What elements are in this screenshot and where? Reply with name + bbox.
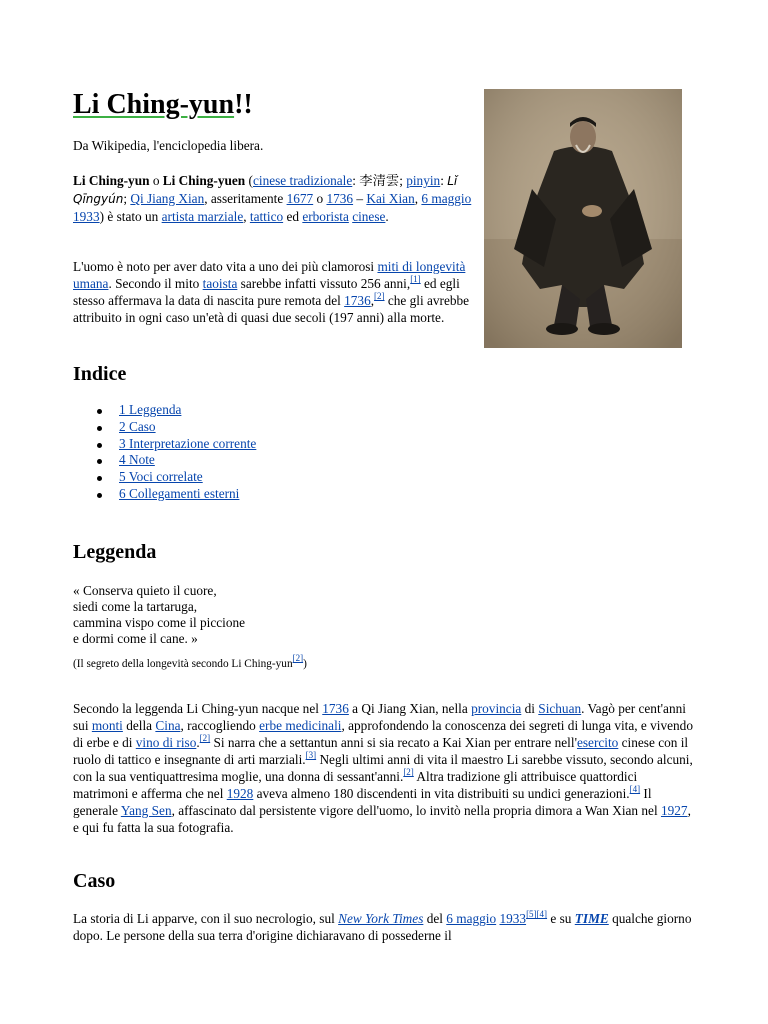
text: : 李清雲; <box>352 173 407 188</box>
text: e su <box>547 911 575 926</box>
text: che gli avrebbe attribuito in ogni caso un'età di quasi due secoli (197 anni) alla morte. <box>73 293 470 325</box>
link-pinyin[interactable]: pinyin <box>406 173 441 188</box>
toc-heading: Indice <box>73 363 127 385</box>
link-vino-di-riso[interactable]: vino di riso <box>135 735 197 750</box>
text: ) è stato un <box>99 209 162 224</box>
text: (Il segreto della longevità secondo Li Ching-yun <box>73 658 293 670</box>
link-provincia[interactable]: provincia <box>471 701 522 716</box>
link-6-maggio-b[interactable]: 6 maggio <box>446 911 497 926</box>
link-miti-longevita[interactable]: miti di longevità umana <box>73 259 466 291</box>
text: . Secondo il mito <box>108 276 203 291</box>
text: ( <box>245 173 253 188</box>
text: , <box>414 191 422 206</box>
ref-2-legend-a[interactable]: [2] <box>199 733 211 743</box>
text: o <box>313 191 327 206</box>
toc-item <box>95 402 256 419</box>
article-subtitle: Da Wikipedia, l'enciclopedia libera. <box>73 138 264 153</box>
link-tattico[interactable]: tattico <box>249 209 284 224</box>
toc-item <box>95 486 256 503</box>
link-new-york-times[interactable]: New York Times <box>338 911 424 926</box>
legend-paragraph <box>73 700 695 836</box>
quote-line: cammina vispo come il piccione <box>73 615 246 630</box>
text: , approfondendo la conoscenza dei segreti di lunga vita, e vivendo di erbe e di <box>73 718 693 750</box>
portrait-photo <box>484 89 682 348</box>
toc-link-voci-correlate[interactable]: 5 Voci correlate <box>119 469 203 485</box>
ref-4[interactable]: [4] <box>629 784 641 794</box>
text: , e qui fu fatta la sua fotografia. <box>73 803 691 835</box>
link-esercito[interactable]: esercito <box>576 735 619 750</box>
link-1933[interactable]: 1933 <box>73 209 100 224</box>
text: : <box>440 173 448 188</box>
text: Il generale <box>73 786 652 818</box>
ref-1[interactable]: [1] <box>410 274 421 284</box>
link-sichuan[interactable]: Sichuan <box>538 701 582 716</box>
quote-line: e dormi come il cane. » <box>73 631 198 646</box>
link-artista-marziale[interactable]: artista marziale <box>161 209 244 224</box>
link-cina[interactable]: Cina <box>155 718 181 733</box>
pinyin-name: Lǐ Qīngyún <box>73 174 458 206</box>
myth-paragraph <box>73 258 473 326</box>
text: qualche giorno dopo. Le persone della sua terra d'origine dichiaravano di possederne il <box>73 911 692 943</box>
text: del <box>423 911 447 926</box>
toc-link-caso[interactable]: 2 Caso <box>119 418 156 434</box>
link-1736[interactable]: 1736 <box>326 191 354 206</box>
link-cinese[interactable]: cinese <box>352 209 386 224</box>
link-1677[interactable]: 1677 <box>286 191 314 206</box>
text: ed egli stesso affermava la data di nascita pure remota del <box>73 276 460 308</box>
link-time[interactable]: TIME <box>574 911 609 926</box>
text: , asseritamente <box>204 191 287 206</box>
section-heading-leggenda: Leggenda <box>73 541 157 563</box>
link-1927[interactable]: 1927 <box>660 803 688 818</box>
ref-2-caption[interactable]: [2] <box>292 653 304 663</box>
quote-line: « Conserva quieto il cuore, <box>73 583 217 598</box>
toc-link-note[interactable]: 4 Note <box>119 452 155 468</box>
link-6-maggio[interactable]: 6 maggio <box>421 191 472 206</box>
ref-2[interactable]: [2] <box>374 291 385 301</box>
caso-paragraph <box>73 910 695 944</box>
toc-link-interpretazione[interactable]: 3 Interpretazione corrente <box>119 435 257 451</box>
text: della <box>122 718 156 733</box>
link-taoista[interactable]: taoista <box>202 276 238 291</box>
text: . <box>385 209 389 224</box>
text: aveva almeno 180 discendenti in vita distribuiti su undici generazioni. <box>253 786 630 801</box>
link-1736-b[interactable]: 1736 <box>344 293 371 308</box>
text: . Vagò per cent'anni sui <box>73 701 686 733</box>
link-1928[interactable]: 1928 <box>226 786 254 801</box>
toc-link-leggenda[interactable]: 1 Leggenda <box>119 402 182 417</box>
text: ed <box>283 209 303 224</box>
toc-item <box>95 469 256 486</box>
text: Secondo la leggenda Li Ching-yun nacque nel <box>73 701 323 716</box>
section-heading-caso: Caso <box>73 870 116 892</box>
table-of-contents <box>95 402 256 503</box>
text: . <box>196 735 200 750</box>
link-kai-xian[interactable]: Kai Xian <box>366 191 415 206</box>
text: Altra tradizione gli attribuisce quattordici matrimoni e afferma che nel <box>73 769 638 801</box>
text: a Qi Jiang Xian, nella <box>348 701 472 716</box>
link-erborista[interactable]: erborista <box>302 209 349 224</box>
quote-caption <box>73 653 307 671</box>
longevity-quote <box>73 583 245 647</box>
link-yang-sen[interactable]: Yang Sen <box>120 803 172 818</box>
text: cinese con il ruolo di tattico e insegnante di arti marziali. <box>73 735 689 767</box>
text: ) <box>303 658 307 670</box>
link-monti[interactable]: monti <box>91 718 123 733</box>
text: , affascinato dal persistente vigore dell'uomo, lo invitò nella propria dimora a Wan Xian nel <box>171 803 661 818</box>
text: – <box>353 191 367 206</box>
text: sarebbe infatti vissuto 256 anni, <box>237 276 411 291</box>
quote-line: siedi come la tartaruga, <box>73 599 198 614</box>
ref-5-4[interactable]: [5][4] <box>526 909 548 919</box>
text: di <box>521 701 539 716</box>
ref-2-legend-b[interactable]: [2] <box>403 767 414 777</box>
toc-item <box>95 419 256 436</box>
text: , raccogliendo <box>180 718 260 733</box>
alt-name-bold: Li Ching-yuen <box>162 173 246 188</box>
title-suffix: !! <box>234 89 253 120</box>
ref-3[interactable]: [3] <box>305 750 317 760</box>
text: Negli ultimi anni di vita il maestro Li sarebbe vissuto, secondo alcuni, con la sua ventiquattresima moglie, una donna di sessant'anni. <box>73 752 693 784</box>
text: L'uomo è noto per aver dato vita a uno dei più clamorosi <box>73 259 378 274</box>
text: , <box>243 209 250 224</box>
text: , <box>370 293 375 308</box>
link-1736-c[interactable]: 1736 <box>322 701 349 716</box>
link-qi-jiang-xian[interactable]: Qi Jiang Xian <box>130 191 205 206</box>
toc-item <box>95 452 256 469</box>
text: La storia di Li apparve, con il suo necrologio, sul <box>73 911 339 926</box>
text: ; <box>123 191 131 206</box>
text: Si narra che a settantun anni si sia recato a Kai Xian per entrare nell' <box>210 735 577 750</box>
text: o <box>149 173 163 188</box>
page-title <box>73 88 253 122</box>
intro-paragraph <box>73 172 473 225</box>
name-bold: Li Ching-yun <box>73 173 150 188</box>
link-cinese-tradizionale[interactable]: cinese tradizionale <box>252 173 353 188</box>
link-1933-b[interactable]: 1933 <box>499 911 527 926</box>
title-name: Li Ching-yun <box>73 89 235 120</box>
link-erbe-medicinali[interactable]: erbe medicinali <box>259 718 342 733</box>
toc-item <box>95 436 256 453</box>
toc-link-collegamenti[interactable]: 6 Collegamenti esterni <box>119 485 240 501</box>
